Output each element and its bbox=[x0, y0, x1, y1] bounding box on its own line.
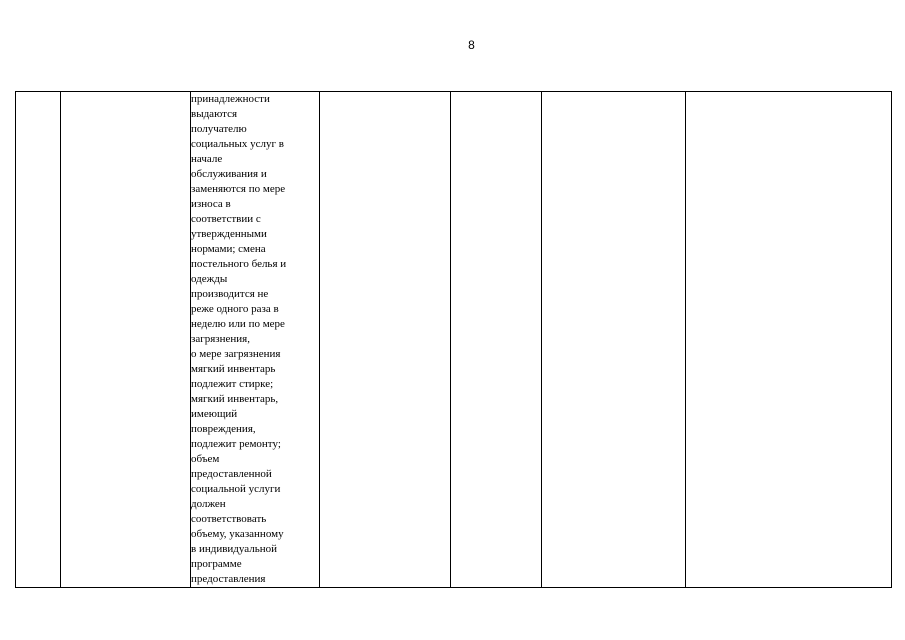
table-cell-name bbox=[61, 92, 191, 588]
page-number: 8 bbox=[468, 38, 475, 52]
table-cell-6 bbox=[542, 92, 686, 588]
document-table bbox=[15, 91, 892, 588]
table-cell-text: принадлежности выдаются получателю социальных услуг в начале обслуживания и заменяются по мере износа в соответствии с утвержденными нормами; смена постельного белья и одежды производится не реже одного раза в неделю или по мере загрязнения, о мере загрязнения мягкий инвентарь подлежит стирке; мягкий инвентарь, имеющий повреждения, подлежит ремонту; объем предоставленной социальной услуги должен соответствовать объему, указанному в индивидуальной программе предоставления bbox=[191, 93, 287, 585]
table-cell-7 bbox=[686, 92, 892, 588]
table-cell-4 bbox=[320, 92, 451, 588]
table-row bbox=[16, 92, 892, 588]
table-cell-description bbox=[191, 92, 320, 588]
table-cell-number bbox=[16, 92, 61, 588]
table-cell-5 bbox=[451, 92, 542, 588]
